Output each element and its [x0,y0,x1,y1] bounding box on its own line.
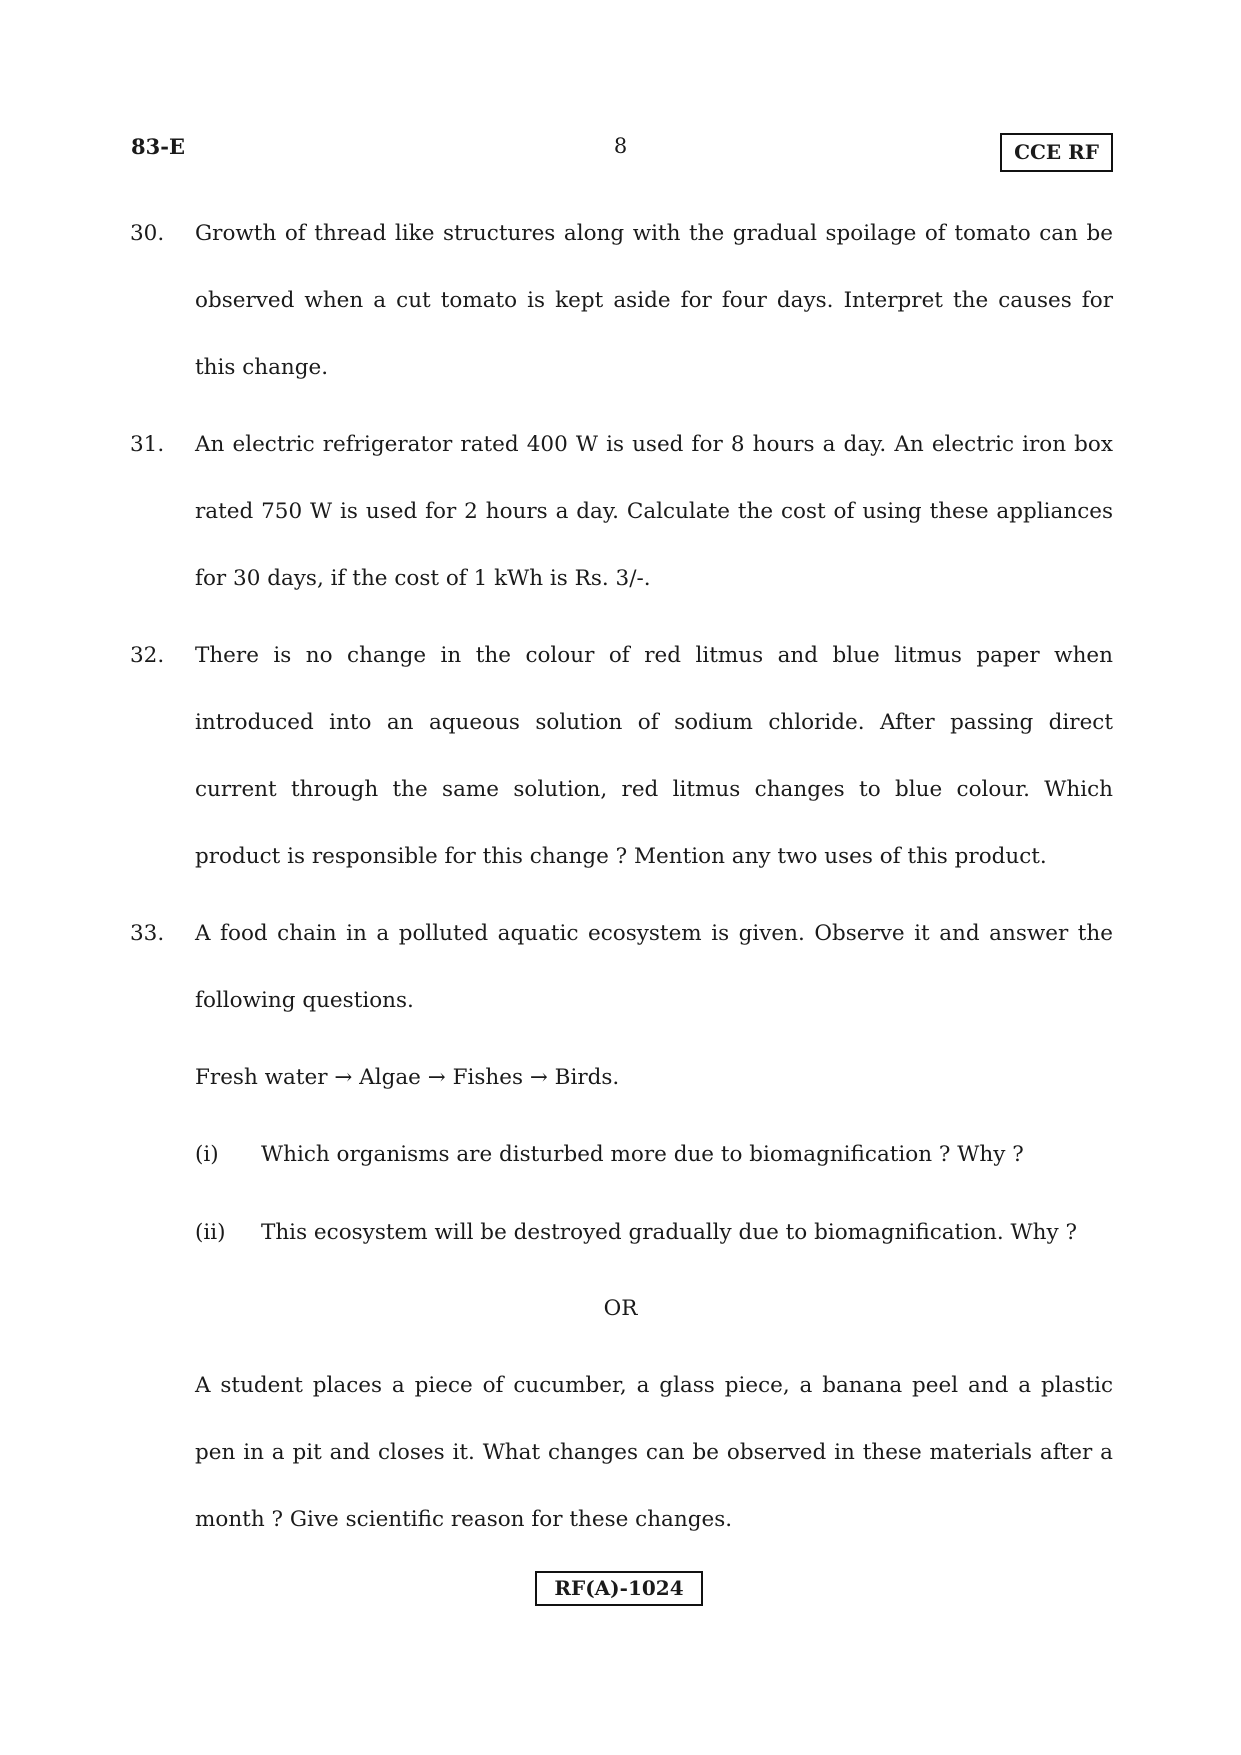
sub-question-label: (i) [195,1142,219,1167]
question-33 [130,900,1113,1034]
question-text: There is no change in the colour of red litmus and blue litmus paper when introduced into an aqueous solution of sodium chloride. After passing direct current through the same solution, red litmus changes to blue colour. Which product is responsible for this change ? Mention any two uses of this product. [195,643,1113,869]
page-number: 8 [613,134,628,158]
question-number: 32. [130,643,165,668]
question-number: 31. [130,432,165,457]
or-label: OR [603,1296,638,1321]
sub-question-i [195,1121,1113,1188]
paper-code: 83-E [131,134,185,159]
sub-question-text: Which organisms are disturbed more due to biomagnification ? Why ? [261,1142,1024,1167]
sub-question-label: (ii) [195,1220,226,1245]
question-text: A food chain in a polluted aquatic ecosystem is given. Observe it and answer the following questions. [195,921,1113,1013]
sub-question-text: This ecosystem will be destroyed gradually due to biomagnification. Why ? [261,1220,1077,1245]
question-text: An electric refrigerator rated 400 W is used for 8 hours a day. An electric iron box rated 750 W is used for 2 hours a day. Calculate the cost of using these appliances for 30 days, if the cost of 1 kWh is Rs. 3/-. [195,432,1113,591]
footer-code-box: RF(A)-1024 [535,1571,703,1606]
food-chain: Fresh water → Algae → Fishes → Birds. [195,1065,620,1090]
alternative-question [130,1352,1113,1553]
question-30 [130,200,1113,401]
question-31 [130,411,1113,612]
sub-question-ii [195,1199,1113,1266]
series-box: CCE RF [1000,133,1113,172]
food-chain-line [130,1044,1113,1111]
question-number: 33. [130,921,165,946]
question-number: 30. [130,221,165,246]
question-32 [130,622,1113,890]
question-text: Growth of thread like structures along with the gradual spoilage of tomato can be observed when a cut tomato is kept aside for four days. Interpret the causes for this change. [195,221,1113,380]
alternative-text: A student places a piece of cucumber, a glass piece, a banana peel and a plastic pen in a pit and closes it. What changes can be observed in these materials after a month ? Give scientific reason for these changes. [195,1373,1113,1532]
